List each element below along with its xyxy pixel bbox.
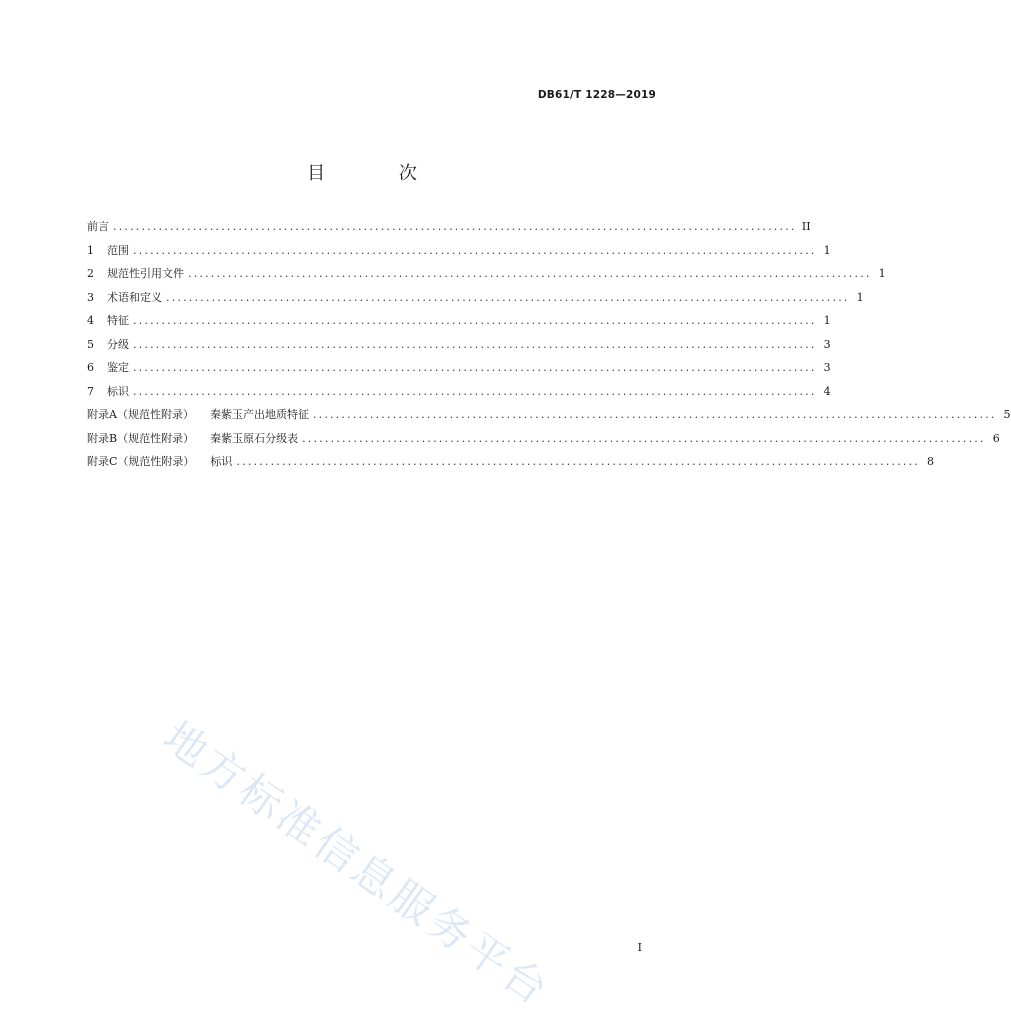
toc-entry-terms-definitions[interactable] xyxy=(87,289,864,313)
leader-dots: ........................................................................................................................ xyxy=(302,431,986,445)
leader-dots: ........................................................................................................................ xyxy=(133,243,817,257)
toc-entry-normative-references[interactable] xyxy=(87,265,886,289)
toc-entry-subtitle: 秦紫玉原石分级表 xyxy=(210,431,299,445)
toc-entry-scope[interactable] xyxy=(87,242,831,266)
leader-dots: ........................................................................................................................ xyxy=(236,455,921,468)
toc-entry-page: 1 xyxy=(823,314,831,327)
toc-entry-page: II xyxy=(801,220,811,233)
toc-entry-label: 附录A（规范性附录） xyxy=(87,408,194,421)
leader-dots: ........................................................................................................................ xyxy=(188,267,872,280)
watermark-text: 地方标准信息服务平台 xyxy=(154,711,560,1016)
toc-entry-appendix-a[interactable] xyxy=(87,406,1011,430)
toc-entry-number: 4 xyxy=(87,314,94,327)
toc-entry-page: 4 xyxy=(823,384,831,398)
table-of-contents xyxy=(87,218,1011,477)
toc-entry-number: 1 xyxy=(87,243,94,257)
toc-entry-features[interactable] xyxy=(87,312,831,336)
page-number: I xyxy=(637,941,642,954)
toc-entry-label: 附录B（规范性附录） xyxy=(87,431,195,445)
toc-entry-identification[interactable] xyxy=(87,359,831,383)
toc-entry-label: 术语和定义 xyxy=(107,290,162,304)
toc-entry-number: 7 xyxy=(87,384,94,398)
toc-entry-label: 分级 xyxy=(107,337,129,351)
leader-dots: ........................................................................................................................ xyxy=(166,290,850,304)
toc-entry-page: 3 xyxy=(823,337,831,351)
toc-entry-marking[interactable] xyxy=(87,383,831,407)
toc-entry-label: 特征 xyxy=(107,314,129,327)
toc-entry-page: 1 xyxy=(878,267,886,280)
leader-dots: ........................................................................................................................ xyxy=(113,220,797,233)
document-code: DB61/T 1228—2019 xyxy=(537,89,656,101)
leader-dots: ........................................................................................................................ xyxy=(133,314,817,327)
leader-dots: ........................................................................................................................ xyxy=(133,384,817,398)
toc-entry-number: 2 xyxy=(87,267,94,280)
leader-dots: ........................................................................................................................ xyxy=(312,408,997,421)
toc-entry-page: 1 xyxy=(823,243,831,257)
toc-entry-label: 鉴定 xyxy=(107,361,129,374)
toc-entry-label: 范围 xyxy=(107,243,129,257)
toc-entry-foreword[interactable] xyxy=(87,218,811,242)
toc-entry-page: 1 xyxy=(856,290,864,304)
toc-entry-subtitle: 秦紫玉产出地质特征 xyxy=(209,408,309,421)
toc-entry-page: 6 xyxy=(992,431,1000,445)
toc-entry-appendix-b[interactable] xyxy=(87,430,1000,454)
leader-dots: ........................................................................................................................ xyxy=(133,337,817,351)
toc-entry-number: 6 xyxy=(87,361,94,374)
toc-entry-number: 5 xyxy=(87,337,94,351)
toc-entry-label: 标识 xyxy=(107,384,129,398)
page-title: 目 次 xyxy=(307,163,451,184)
toc-entry-appendix-c[interactable] xyxy=(87,453,935,477)
toc-entry-page: 5 xyxy=(1003,408,1011,421)
leader-dots: ........................................................................................................................ xyxy=(133,361,817,374)
toc-entry-label: 前言 xyxy=(87,220,109,233)
toc-entry-grading[interactable] xyxy=(87,336,831,360)
toc-entry-subtitle: 标识 xyxy=(210,455,233,468)
toc-entry-number: 3 xyxy=(87,290,94,304)
toc-entry-page: 8 xyxy=(927,455,935,468)
toc-entry-label: 附录C（规范性附录） xyxy=(87,455,195,468)
toc-entry-label: 规范性引用文件 xyxy=(107,267,184,280)
toc-entry-page: 3 xyxy=(823,361,831,374)
